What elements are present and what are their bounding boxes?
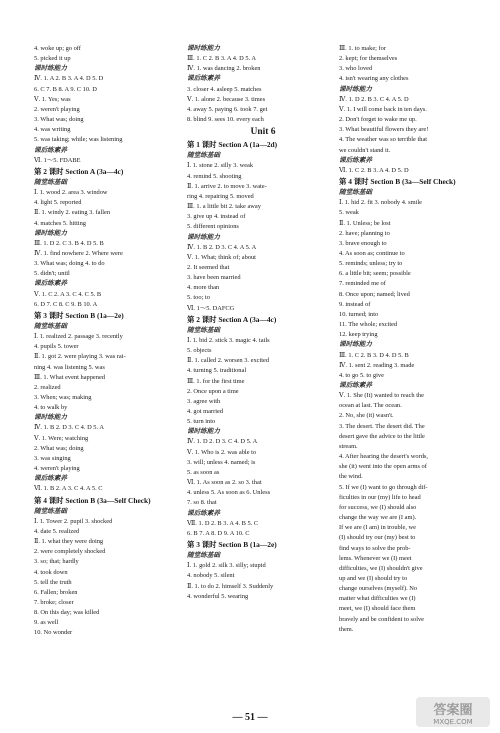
answer-line: 4. The weather was so terrible that [339,136,428,144]
answer-line: Ⅶ. 1. D 2. B 3. A 4. B 5. C [187,519,259,527]
section-heading: 课后练素养 [34,475,67,483]
answer-line: 9. instead of [339,300,371,308]
answer-line: change ourselves (myself). No [339,585,418,593]
answer-line: Ⅲ. 1. for the first time [187,377,245,385]
answer-line: 2. It seemed that [187,263,230,271]
answer-line: 3. have been married [187,274,241,282]
answer-line: Ⅱ. 1. what they were doing [34,538,104,546]
answer-line: 4. pupils 5. tower [34,343,79,351]
column-left [34,44,186,639]
answer-line: Ⅰ. 1. hid 2. fit 3. nobody 4. smile [339,199,422,207]
answer-line: 8. Once upon; named; lived [339,290,410,298]
answer-line: 5. weak [339,209,359,217]
section-heading: 课时练能力 [339,85,372,93]
answer-line: Ⅰ. 1. bid 2. stick 3. magic 4. tails [187,336,270,344]
answer-line: Ⅵ. 1. As soon as 2. so 3. that [187,479,262,487]
answer-line: ning 4. was listening 5. was [34,363,105,371]
answer-line: 4. remind 5. shooting [187,172,242,180]
answer-line: Ⅳ. 1. find nowhere 2. Where were [34,249,123,257]
answer-line: Ⅵ. 1～5. FDABE [34,156,81,164]
answer-line: 6. a little bit; seem; possible [339,270,411,278]
answer-line: 7. broke; closer [34,598,74,606]
answer-line: 3. who loved [339,65,373,73]
answer-line: 4. nobody 5. silent [187,572,235,580]
answer-line: 4. weren't playing [34,465,80,473]
section-heading: 随堂练基础 [34,507,67,515]
section-heading: 课时练能力 [187,428,220,436]
answer-line: 3. will; unless 4. named; is [187,458,256,466]
answer-line: 11. The whole; excited [339,321,398,329]
answer-line: 3. so; that; hardly [34,558,79,566]
answer-line: 9. as well [34,619,59,627]
answer-line: 5. too; to [187,294,210,302]
answer-line: 3. What was; doing 4. to do [34,260,105,268]
answer-line: 3. brave enough to [339,239,387,247]
answer-line: 5. picked it up [34,55,71,63]
page-number: — 51 — [232,712,268,723]
section-heading: 课后练素养 [34,146,67,154]
answer-line: Ⅴ. 1. Who is 2. was able to [187,448,257,456]
answer-line: meet, we (I) should face them [339,605,416,613]
answer-line: 3. When; was; making [34,394,92,401]
answer-line: 6. B 7. A 8. D 9. A 10. C [187,529,250,537]
section-heading: 随堂练基础 [187,552,220,560]
answer-line: Ⅳ. 1. A 2. B 3. A 4. D 5. D [34,75,104,83]
answer-line: 2. realized [34,383,61,391]
answer-line: Ⅱ. 1. windy 2. eating 3. fallen [34,209,111,217]
answer-line: Ⅴ. 1. She (It) wanted to reach the [339,392,425,400]
answer-line: Ⅲ. 1. What event happened [34,373,105,381]
answer-line: she (it) went into the open arms of [339,463,427,471]
answer-line: Ⅳ. 1. D 2. B 3. C 4. A 5. D [339,95,409,103]
answer-line: 10. turned; into [339,310,379,318]
answer-line: 4. took down [34,568,68,576]
answer-line: 2. No, she (it) wasn't. [339,412,394,420]
answer-line: Ⅲ. 1. a little bit 2. take away [187,203,261,211]
answer-line: 4. away 5. paying 6. took 7. get [187,105,268,113]
answer-line: 5. was taking; while; was listening [34,136,123,144]
answer-line: 2. kept; for themselves [339,55,398,63]
answer-line: difficulties, we (I) shouldn't give [339,564,423,572]
answer-line: Ⅲ. 1. C 2. B 3. D 4. D 5. B [339,351,409,359]
answer-line: 2. Don't forget to wake me up. [339,116,417,124]
answer-line: 3. What was; doing [34,116,84,124]
section-heading: 课后练素养 [187,75,220,83]
lesson-title: 第 3 课时 Section B (1a—2e) [187,540,277,550]
section-heading: 课时练能力 [187,45,220,52]
section-heading: 随堂练基础 [339,189,372,197]
answer-line: stream. [339,442,358,450]
answer-line: Ⅴ. 1. Were; watching [34,434,89,442]
answer-line: Ⅱ. 1. to do 2. himself 3. Suddenly [187,582,274,590]
section-heading: 课后练素养 [339,382,372,389]
answer-line: 4. After hearing the desert's words, [339,453,428,461]
watermark-logo-text: 答案圈 [433,702,473,718]
answer-line: the wind. [339,473,363,481]
section-heading: 课后练素养 [339,156,372,164]
answer-line: up and we (I) should try to [339,574,408,582]
answer-line: 4. unless 5. As soon as 6. Unless [187,489,271,497]
lesson-title: 第 2 课时 Section A (3a—4c) [187,314,277,324]
lesson-title: 第 1 课时 Section A (1a—2d) [187,140,278,150]
answer-line: 12. keep trying [339,331,378,339]
section-heading: 课时练能力 [187,233,220,241]
answer-line: 6. C 7. B 8. A 9. C 10. D [34,85,97,93]
answer-line: bravely and be confident to solve [339,615,425,623]
answer-line: 2. What was; doing [34,444,84,452]
answer-line: 4. matches 5. hitting [34,219,87,227]
answer-line: Ⅳ. 1. B 2. D 3. C 4. D 5. A [34,424,104,432]
answer-line: change the way we are (I am). [339,514,417,522]
answer-line: 6. D 7. C 8. C 9. B 10. A [34,300,98,308]
watermark-url: MXQE.COM [433,717,473,726]
answer-line: Ⅰ. 1. stone 2. silly 3. weak [187,162,254,170]
answer-line: 3. give up 4. instead of [187,213,246,221]
answer-line: 4. date 5. realized [34,527,80,535]
answer-line: Ⅳ. 1. B 2. D 3. C 4. A 5. A [187,243,257,251]
answer-line: 3. What beautiful flowers they are! [339,126,429,134]
answer-line: Ⅵ. 1～5. DAFCG [187,304,235,312]
answer-line: 4. was writing [34,126,71,134]
answer-line: Ⅴ. 1. What; think of; about [187,253,256,261]
answer-line: 4. turning 5. traditional [187,367,247,375]
answer-line: 3. closer 4. asleep 5. matches [187,85,262,93]
answer-line: 5. tell the truth [34,578,72,586]
lesson-title: 第 3 课时 Section B (1a—2e) [34,310,124,320]
answer-line: we couldn't stand it. [339,146,391,154]
answer-line: for success, we (I) should also [339,503,417,511]
section-heading: 课时练能力 [34,414,67,422]
section-heading: 课时练能力 [339,341,372,349]
answer-line: (I) should try our (my) best to [339,534,416,542]
answer-line: ocean at last. The ocean. [339,402,402,410]
answer-line: Ⅱ. 1. Unless; be lost [339,219,391,227]
answer-line: 7. reminded me of [339,280,386,288]
answer-line: 4. wonderful 5. wearing [187,592,249,600]
answer-line: ring 4. repairing 5. moved [187,192,254,200]
answer-line: Ⅴ. 1. C 2. A 3. C 4. C 5. B [34,290,102,298]
section-heading: 课时练能力 [34,65,67,73]
answer-line: 5. If we (I) want to go through dif- [339,483,428,491]
answer-line: Ⅴ. 1. alone 2. because 3. times [187,95,266,103]
answer-line: 4. woke up; go off [34,45,81,52]
section-heading: 随堂练基础 [187,152,220,160]
answer-line: Ⅰ. 1. wood 2. area 3. window [34,189,108,197]
answer-line: 5. objects [187,347,212,355]
section-heading: 课时练能力 [34,229,67,237]
answer-line: 2. Once upon a time [187,387,239,395]
column-right [339,44,491,635]
answer-line: 5. turn into [187,418,216,426]
answer-line: 4. to go 5. to give [339,371,384,379]
answer-line: 5. didn't; until [34,270,70,278]
answer-line: 2. have; planning to [339,229,390,237]
answer-line: 5. different opinions [187,223,239,231]
answer-line: ficulties in our (my) life to head [339,493,421,501]
answer-line: Ⅲ. 1. to make; for [339,45,386,52]
section-heading: 随堂练基础 [187,326,220,334]
answer-line: 3. agree with [187,397,221,405]
answer-line: Ⅰ. 1. realized 2. passage 3. recently [34,333,123,341]
answer-line: Ⅲ. 1. D 2. C 3. B 4. D 5. B [34,239,104,247]
answer-line: 8. On this day; was killed [34,609,100,617]
answer-line: 3. was singing [34,454,71,462]
answer-line: 4. As soon as; continue to [339,249,405,257]
lesson-title: 第 4 课时 Section B (3a—Self Check) [339,177,456,187]
answer-line: matter what difficulties we (I) [339,595,416,603]
answer-line: Ⅵ. 1. B 2. A 3. C 4. A 5. C [34,485,103,493]
answer-line: 4. to walk by [34,404,68,412]
answer-line: 2. were completely shocked [34,548,106,556]
lesson-title: 第 4 课时 Section B (3a—Self Check) [34,495,151,505]
answer-line: 2. weren't playing [34,105,80,113]
answer-line: Ⅲ. 1. C 2. B 3. A 4. D 5. A [187,55,257,63]
answer-line: Ⅰ. 1. gold 2. silk 3. silly; stupid [187,562,266,570]
answer-line: Ⅴ. 1. Yes; was [34,95,71,103]
watermark-logo [416,697,490,727]
answer-line: find ways to solve the prob- [339,544,411,552]
answer-line: 8. blind 9. sees 10. every each [187,116,264,124]
answer-line: Ⅱ. 1. called 2. worsen 3. excited [187,357,270,365]
answer-line: 5. reminds; unless; try to [339,260,403,268]
answer-line: 4. light 5. reported [34,199,82,207]
answer-line: If we are (I am) in trouble, we [339,524,417,532]
unit-title: Unit 6 [250,127,276,138]
answer-line: Ⅳ. 1. sent 2. reading 3. made [339,361,415,369]
section-heading: 课后练素养 [187,509,220,517]
answer-line: 7. so 8. that [187,499,217,507]
answer-line: Ⅳ. 1. D 2. D 3. C 4. D 5. A [187,438,258,446]
answer-line: Ⅵ. 1. C 2. B 3. A 4. D 5. D [339,166,409,174]
answer-line: Ⅴ. 1. I will come back in ten days. [339,105,427,113]
lesson-title: 第 2 课时 Section A (3a—4c) [34,166,124,176]
answer-line: 3. The desert. The desert did. The [339,422,425,430]
answer-line: 5. as soon as [187,468,220,476]
answer-line: them. [339,625,354,633]
answer-line: 4. isn't wearing any clothes [339,75,409,83]
section-heading: 随堂练基础 [34,322,67,330]
column-middle [187,44,339,602]
answer-line: Ⅱ. 1. arrive 2. to move 3. wate- [187,182,267,190]
answer-line: Ⅰ. 1. Tower 2. pupil 3. shocked [34,517,113,525]
answer-line: 6. Fallen; broken [34,588,78,596]
answer-line: 4. more than [187,284,220,292]
answer-line: 10. No wonder [34,629,73,637]
answer-line: 4. got married [187,408,224,415]
answer-line: desert gave the advice to the little [339,432,425,440]
answer-line: lems. Whenever we (I) meet [339,554,412,562]
answer-line: Ⅳ. 1. was dancing 2. broken [187,65,261,73]
answer-line: Ⅱ. 1. got 2. were playing 3. was rai- [34,353,126,361]
section-heading: 随堂练基础 [34,178,67,186]
section-heading: 课后练素养 [34,280,67,288]
